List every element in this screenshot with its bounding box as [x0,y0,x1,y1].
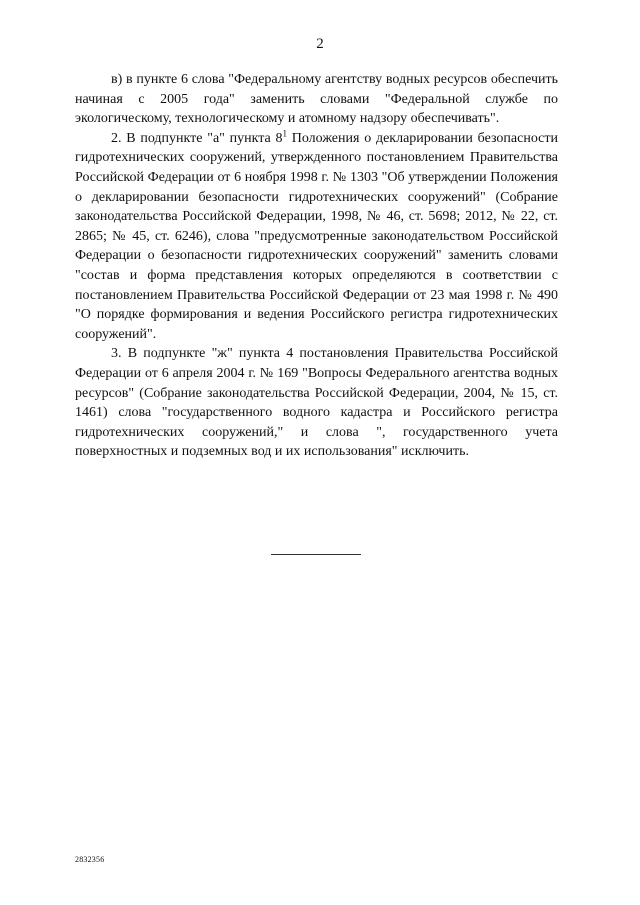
page-number: 2 [316,36,324,52]
paragraph-1: в) в пункте 6 слова "Федеральному агентству водных ресурсов обеспечить начиная с 2005 года" заменить словами "Федеральной службе по экологическому, технологическому и атомному надзору обеспечивать". [75,72,558,127]
paragraph-3: 3. В подпункте "ж" пункта 4 постановления Правительства Российской Федерации от 6 апреля 2004 г. № 169 "Вопросы Федерального агентства водных ресурсов" (Собрание законодательства Российской Федерации, 2004, № 15, ст. 1461) слова "государственного водного кадастра и Российского регистра гидротехнических сооружений," и слова ", государственного учета поверхностных и подземных вод и их использования" исключить. [75,346,558,460]
superscript: 1 [282,128,287,139]
document-code: 2832356 [75,855,105,864]
paragraph-2-start: 2. В подпункте "а" пункта 8 [111,130,283,146]
document-body [75,70,558,462]
paragraph-2 [75,129,558,345]
paragraph-2-rest: Положения о декларировании безопасности гидротехнических сооружений, утвержденного постановлением Правительства Российской Федерации от 6 ноября 1998 г. № 1303 "Об утверждении Положения о декларировании безопасности гидротехнических сооружений" (Собрание законодательства Российской Федерации, 1998, № 46, ст. 5698; 2012, № 22, ст. 2865; № 45, ст. 6246), слова "предусмотренные законодательством Российской Федерации о безопасности гидротехнических сооружений" заменить словами "состав и форма представления которых определяются в соответствии с постановлением Правительства Российской Федерации от 23 мая 1998 г. № 490 "О порядке формирования и ведения Российского регистра гидротехнических сооружений". [75,130,559,342]
end-divider [271,554,361,555]
